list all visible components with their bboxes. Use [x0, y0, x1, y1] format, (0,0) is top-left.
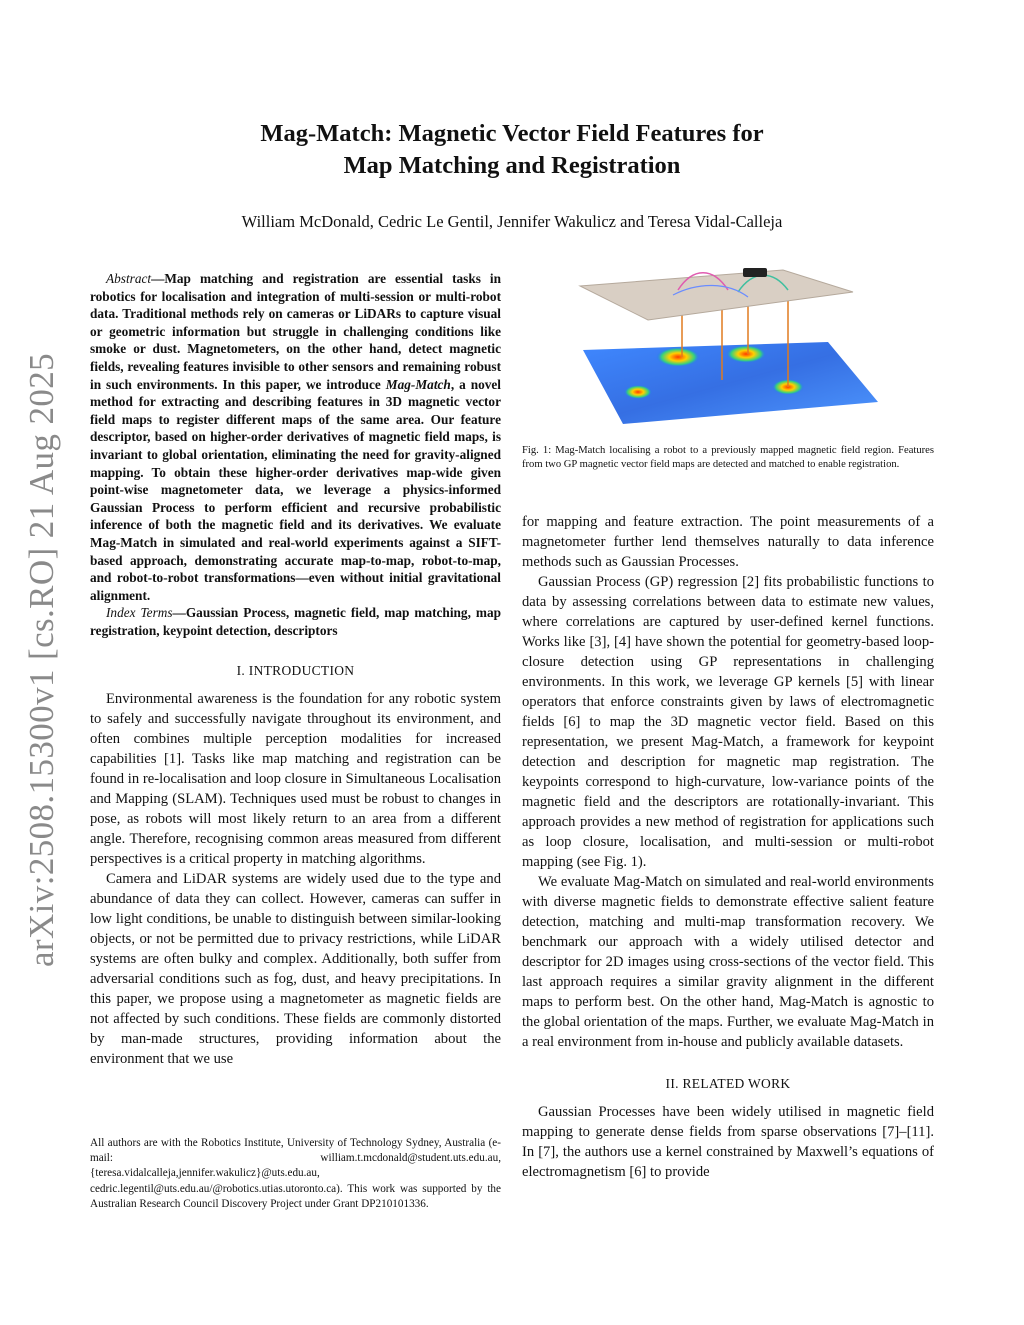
- intro-paragraph-1: Environmental awareness is the foundation for any robotic system to safely and successfully navigate throughout its environment, and often combines multiple perception modalities for increased capabilities [1]. Tasks like map matching and registration can be found in re-localisation and loop closure in Simultaneous Localisation and Mapping (SLAM). Techniques used must be robust to changes in pose, as robots will most likely return to an area from a different angle. Therefore, recognising common areas measured from different perspectives is a critical property in matching algorithms.: [90, 691, 501, 868]
- paper-title: [0, 118, 1024, 182]
- right-paragraph-3: We evaluate Mag-Match on simulated and real-world environments with diverse magnetic fields to demonstrate effective salient feature detection, matching and multi-map transformation recovery. We benchmark our approach with a widely utilised detector and descriptor for 2D images using cross-sections of the vector field. This last approach requires a similar gravity alignment in the different maps to perform best. On the other hand, Mag-Match is agnostic to the global orientation of the maps. Further, we evaluate Mag-Match in a real environment from in-house and publicly available datasets.: [522, 874, 934, 1050]
- index-terms-label: Index Terms: [106, 605, 173, 621]
- index-terms-dash: —: [172, 605, 186, 621]
- index-terms-text: Gaussian Process, magnetic field, map matching, map registration, keypoint detection, descriptors: [90, 605, 501, 638]
- title-line-2: Map Matching and Registration: [343, 152, 681, 179]
- abstract-text-1: Map matching and registration are essential tasks in robotics for localisation and integration of multi-session or multi-robot data. Traditional methods rely on cameras or LiDARs to capture visual or geometric information but struggle in challenging conditions like smoke or dust. Magnetometers, on the other hand, detect magnetic fields, revealing features invisible to other sensors and remaining robust in such environments. In this paper, we introduce: [90, 271, 501, 392]
- field-hotspot: [624, 385, 652, 399]
- field-hotspot: [656, 347, 700, 367]
- affiliation-footnote: All authors are with the Robotics Institute, University of Technology Sydney, Australia (e-mail: william.t.mcdonald@student.uts.edu.au, {teresa.vidalcalleja,jennifer.wakulicz}@uts.edu.au, cedric.legentil@uts.edu.au/@robotics.utias.utoronto.ca). This work was supported by the Australian Research Council Discovery Project under Grant DP210101336.: [90, 1137, 501, 1210]
- related-work-paragraph-1: Gaussian Processes have been widely utilised in magnetic field mapping to generate dense fields from sparse observations [7]–[11]. In [7], the authors use a kernel constrained by Maxwell’s equations of electromagnetism [6] to provide: [522, 1104, 934, 1180]
- intro-paragraph-2: Camera and LiDAR systems are widely used due to the type and abundance of data they can collect. However, cameras can suffer in low light conditions, be unable to distinguish between similar-looking objects, or not be permitted due to privacy restrictions, while LiDAR systems are often bulky and complex. Additionally, both suffer from adversarial conditions such as fog, dust, and heavy precipitations. In this paper, we propose using a magnetometer as magnetic fields are not affected by such conditions. These fields are commonly distorted by man-made structures, providing information about the environment that we use: [90, 871, 501, 1068]
- field-hotspot: [726, 345, 766, 363]
- arxiv-identifier: arXiv:2508.15300v1 [cs.RO] 21 Aug 2025: [22, 352, 61, 968]
- right-paragraph-2: Gaussian Process (GP) regression [2] fits probabilistic functions to data by assessing correlations between data to estimate new values, where correlations are captured by user-defined kernel functions. Works like [3], [4] have shown the potential for geometry-based loop-closure detection using GP representations in challenging environments. In this work, we leverage GP kernels [5] with linear operators that enforce constraints given by laws of electromagnetic fields [6] to map the 3D magnetic vector field. Based on this representation, we present Mag-Match, a framework for keypoint detection and description for magnetic map registration. The keypoints correspond to high-curvature, low-variance points of the magnetic field and the descriptors are rotationally-invariant. This approach provides a new method of registration for applications such as loop closure, localisation, and multi-session or multi-robot mapping (see Fig. 1).: [522, 574, 934, 870]
- abstract-label: Abstract: [106, 271, 152, 286]
- abstract-dash: —: [151, 271, 165, 286]
- abstract-text-2: , a novel method for extracting and describing features in 3D magnetic vector field maps to register different maps of the same area. Our feature descriptor, based on higher-order derivatives of magnetic field maps, is invariant to global orientation, eliminating the need for gravity-aligned mapping. To obtain these higher-order derivatives map-wide given point-wise magnetometer data, we leverage a physics-informed Gaussian Process to perform efficient and recursive probabilistic inference of both the magnetic field and its derivatives. We evaluate Mag-Match in simulated and real-world experiments against a SIFT-based approach, demonstrating accurate map-to-map, robot-to-map, and robot-to-robot transformations—even without initial gravitational alignment.: [90, 376, 501, 603]
- section-heading-introduction: I. INTRODUCTION: [236, 663, 355, 679]
- abstract-method-name: Mag-Match: [385, 376, 451, 392]
- right-paragraph-1: for mapping and feature extraction. The point measurements of a magnetometer further lend themselves naturally to data inference methods such as Gaussian Processes.: [522, 514, 934, 570]
- section-heading-related-work: II. RELATED WORK: [665, 1076, 791, 1091]
- left-column: [90, 270, 501, 1069]
- figure-1-caption: Fig. 1: Mag-Match localising a robot to a previously mapped magnetic field region. Features from two GP magnetic vector field maps are detected and matched to enable registration.: [522, 445, 934, 470]
- abstract: [90, 270, 501, 604]
- author-list: William McDonald, Cedric Le Gentil, Jennifer Wakulicz and Teresa Vidal-Calleja: [241, 212, 783, 231]
- title-line-1: Mag-Match: Magnetic Vector Field Features for: [260, 120, 764, 147]
- figure-1-illustration: [578, 262, 883, 430]
- index-terms: [90, 604, 501, 639]
- robot: [743, 268, 767, 277]
- right-column: [522, 512, 934, 1182]
